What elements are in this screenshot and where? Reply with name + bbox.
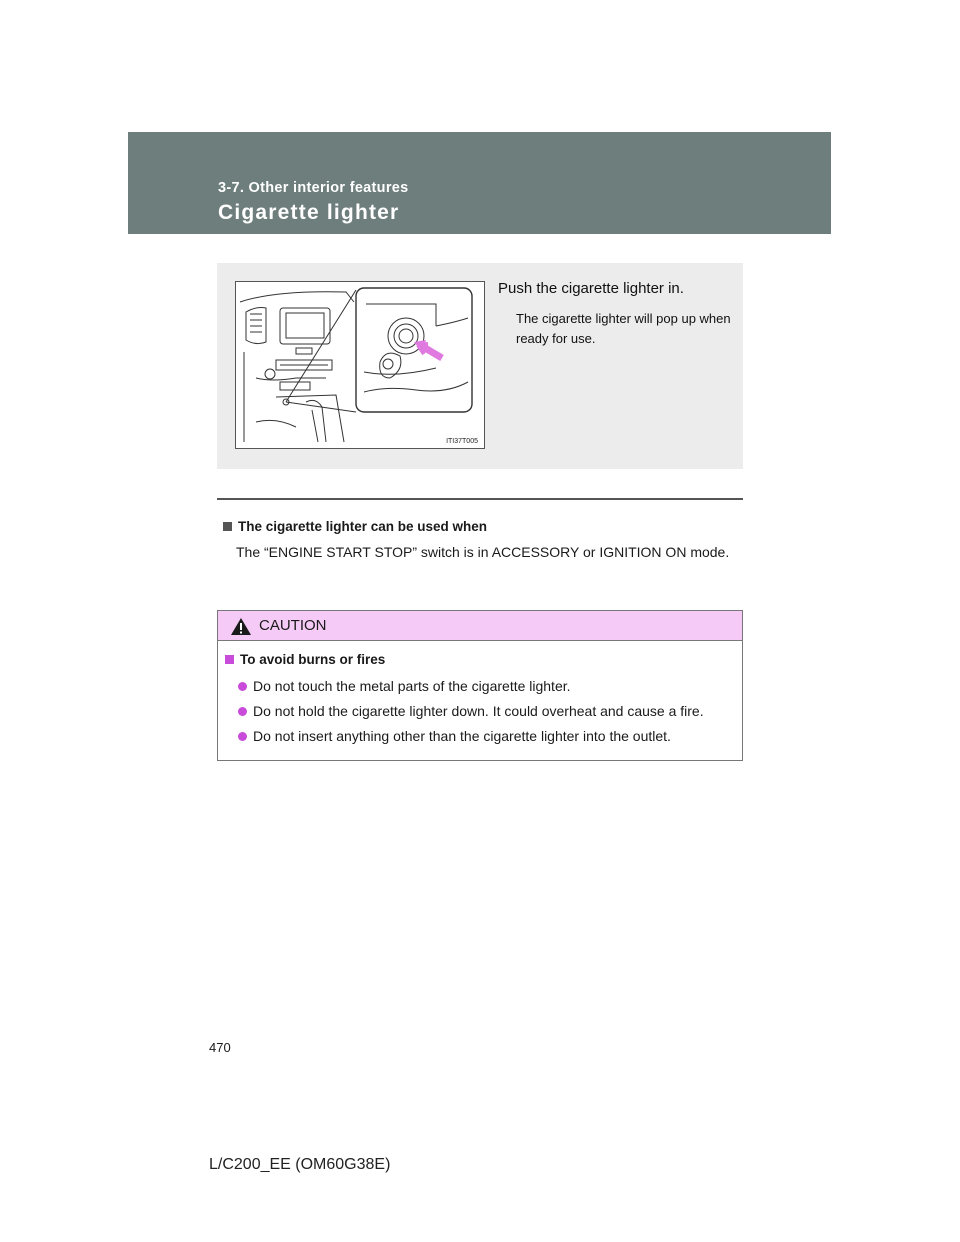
cigarette-lighter-illustration [235,281,485,449]
caution-item-text: Do not insert anything other than the cigarette lighter into the outlet. [253,728,671,744]
step-instruction: Push the cigarette lighter in. [498,280,684,297]
info-heading-text: The cigarette lighter can be used when [238,519,488,534]
warning-icon [230,617,252,636]
round-bullet-icon [238,682,247,691]
round-bullet-icon [238,732,247,741]
caution-title: CAUTION [259,617,327,634]
info-body: The “ENGINE START STOP” switch is in ACCESSORY or IGNITION ON mode. [236,544,730,560]
caution-box [217,610,743,761]
page-number: 470 [209,1040,231,1055]
caution-item [238,678,571,694]
step-note: The cigarette lighter will pop up when ready for use. [516,311,731,346]
step-box [217,263,743,469]
square-bullet-icon [225,655,234,664]
caution-item [238,728,671,744]
caution-item [238,703,704,719]
caution-header [218,611,742,641]
round-bullet-icon [238,707,247,716]
section-label: 3-7. Other interior features [218,180,409,196]
document-code: L/C200_EE (OM60G38E) [209,1156,391,1173]
square-bullet-icon [223,522,232,531]
caution-item-text: Do not hold the cigarette lighter down. It could overheat and cause a fire. [253,703,704,719]
figure-code: ITI37T005 [446,438,478,445]
caution-heading [225,652,385,667]
caution-heading-text: To avoid burns or fires [240,652,386,667]
page-title: Cigarette lighter [218,201,400,224]
section-header [128,132,831,234]
divider [217,498,743,500]
info-heading [223,519,487,534]
caution-item-text: Do not touch the metal parts of the cigarette lighter. [253,678,571,694]
